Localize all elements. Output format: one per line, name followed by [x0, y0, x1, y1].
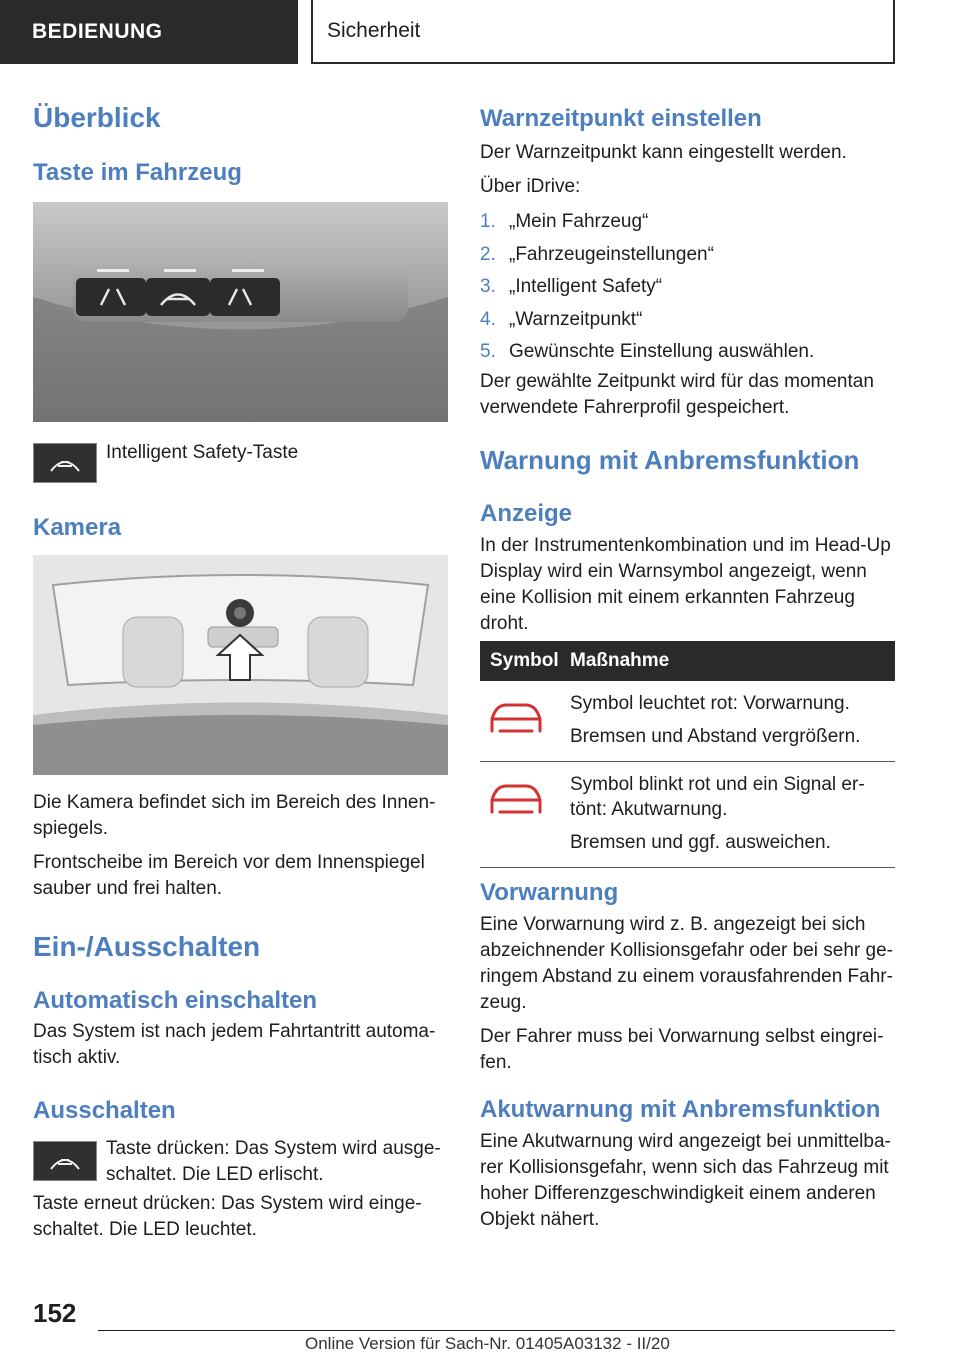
heading-off: Ausschalten [33, 1097, 176, 1124]
acute-warning-text: Eine Akutwarnung wird angezeigt bei unmittelba-rer Kollisionsgefahr, wenn sich das Fahrzeug mit hoher Differenzgeschwindigkeit einem anderen Objekt nähert. [480, 1131, 891, 1230]
camera-text [33, 790, 448, 910]
warn-time-text [480, 140, 895, 208]
car-warning-red-icon [486, 697, 546, 737]
heading-on-off: Ein-/Ausschalten [33, 931, 261, 962]
heading-prewarning: Vorwarnung [480, 879, 619, 906]
list-item: 5. Gewünschte Einstellung auswählen. [480, 341, 815, 363]
heading-display: Anzeige [480, 500, 573, 527]
camera-photo [33, 555, 448, 775]
table-row: Symbol leuchtet rot: Vorwarnung. Bremsen und Abstand vergrößern. [480, 681, 895, 762]
list-item: 2. „Fahrzeugeinstellungen“ [480, 243, 714, 265]
heading-camera: Kamera [33, 514, 122, 541]
auto-on-text: Das System ist nach jedem Fahrtantritt automa-tisch aktiv. [33, 1021, 436, 1068]
table-header-symbol: Symbol [480, 641, 570, 681]
list-item: 1. „Mein Fahrzeug“ [480, 211, 649, 233]
prewarning-paragraph-2: Der Fahrer muss bei Vorwarnung selbst eingrei-fen. [480, 1026, 884, 1073]
footer-text: Online Version für Sach-Nr. 01405A03132 - II/20 [305, 1334, 670, 1353]
camera-paragraph-2: Frontscheibe im Bereich vor dem Innenspiegel sauber und frei halten. [33, 852, 425, 899]
list-item: 3. „Intelligent Safety“ [480, 276, 663, 298]
footer-divider [98, 1330, 895, 1331]
intelligent-safety-button-icon [33, 443, 97, 483]
heading-acute-warning: Akutwarnung mit Anbremsfunktion [480, 1096, 881, 1123]
prewarning-text [480, 912, 898, 1084]
table-row: Symbol blinkt rot und ein Signal er-tönt: Akutwarnung. Bremsen und ggf. ausweichen. [480, 762, 895, 868]
warn-profile-text: Der gewählte Zeitpunkt wird für das momentan verwendete Fahrerprofil gespeichert. [480, 371, 874, 418]
heading-auto-on: Automatisch einschalten [33, 987, 318, 1014]
heading-warn-time: Warnzeitpunkt einstellen [480, 105, 762, 132]
heading-button-in-vehicle: Taste im Fahrzeug [33, 159, 242, 186]
warn-paragraph-2: Über iDrive: [480, 176, 581, 197]
display-text: In der Instrumentenkombination und im Head-Up Display wird ein Warnsymbol angezeigt, wenn eine Kollision mit einem erkannten Fahrzeug droht. [480, 535, 891, 634]
heading-overview: Überblick [33, 102, 161, 133]
intelligent-safety-button-icon [33, 1141, 97, 1181]
off-text-1: Taste drücken: Das System wird ausge-schaltet. Die LED erlischt. [106, 1138, 441, 1185]
camera-paragraph-1: Die Kamera befindet sich im Bereich des Innen-spiegels. [33, 792, 436, 839]
idrive-steps [480, 206, 814, 369]
list-item: 4. „Warnzeitpunkt“ [480, 308, 643, 330]
prewarning-paragraph-1: Eine Vorwarnung wird z. B. angezeigt bei sich abzeichnender Kollisionsgefahr oder bei sehr ge-ringem Abstand zu einem vorausfahrenden Fahr-zeug. [480, 914, 893, 1013]
button-panel-photo [33, 202, 448, 422]
button-caption: Intelligent Safety-Taste [106, 442, 299, 463]
section-tab: BEDIENUNG [0, 0, 298, 64]
page-number: 152 [33, 1298, 77, 1328]
heading-brake-warning: Warnung mit Anbremsfunktion [480, 445, 860, 475]
off-text-2: Taste erneut drücken: Das System wird einge-schaltet. Die LED leuchtet. [33, 1193, 422, 1240]
symbol-table [480, 641, 895, 868]
car-warning-red-icon [486, 778, 546, 818]
warn-paragraph-1: Der Warnzeitpunkt kann eingestellt werden. [480, 142, 847, 163]
table-header-action: Maßnahme [570, 641, 895, 681]
chapter-title: Sicherheit [311, 0, 895, 64]
